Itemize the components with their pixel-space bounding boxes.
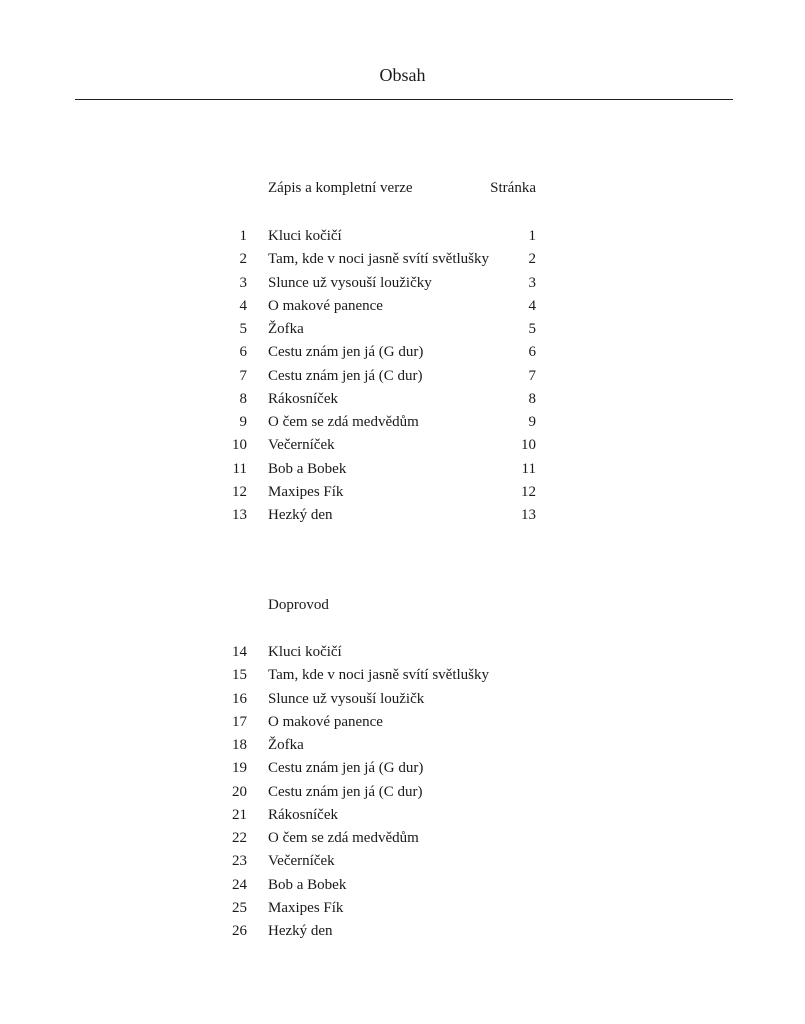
toc-entry	[220, 734, 540, 757]
entry-number: 15	[232, 667, 247, 684]
toc-entry	[220, 850, 540, 873]
entry-number: 21	[232, 806, 247, 823]
toc-entry	[220, 248, 540, 271]
entry-number: 19	[232, 760, 247, 777]
toc-entry	[220, 365, 540, 388]
toc-entry	[220, 757, 540, 780]
page-title: Obsah	[379, 65, 426, 85]
entry-title: Slunce už vysouší loužičk	[268, 690, 425, 707]
entry-title: Tam, kde v noci jasně svítí světlušky	[268, 667, 490, 684]
entry-title: Večerníček	[268, 437, 335, 454]
entry-page-number: 1	[528, 228, 536, 244]
entry-number: 18	[232, 737, 247, 753]
entry-page-number: 3	[528, 274, 536, 291]
entry-number: 4	[239, 297, 247, 314]
section-header-doprovod	[268, 594, 540, 616]
entry-title: O makové panence	[268, 297, 383, 314]
entry-number: 8	[239, 390, 247, 407]
toc-entry	[220, 341, 540, 364]
entry-title: Kluci kočičí	[268, 228, 342, 244]
title-divider	[75, 99, 733, 100]
entry-page-number: 8	[528, 390, 536, 407]
toc-entry	[220, 434, 540, 457]
section-heading-zapis: Zápis a kompletní verze	[268, 180, 413, 196]
page-column-label: Stránka	[490, 180, 536, 196]
entry-title: O makové panence	[268, 713, 383, 730]
entry-title: Slunce už vysouší loužičky	[268, 274, 432, 291]
entry-page-number: 11	[521, 460, 536, 477]
entry-number: 20	[232, 783, 247, 800]
toc-list-zapis	[220, 225, 540, 527]
entry-title: O čem se zdá medvědům	[268, 414, 419, 430]
toc-entry	[220, 318, 540, 341]
entry-page-number: 13	[521, 507, 536, 523]
entry-title: Hezký den	[268, 507, 333, 523]
entry-title: Cestu znám jen já (G dur)	[268, 760, 424, 777]
entry-title: Rákosníček	[268, 390, 338, 407]
entry-page-number: 5	[528, 321, 536, 337]
entry-number: 1	[239, 228, 247, 244]
toc-entry	[220, 897, 540, 920]
entry-page-number: 9	[528, 414, 536, 430]
entry-title: Bob a Bobek	[268, 876, 347, 893]
entry-title: Rákosníček	[268, 806, 338, 823]
entry-title: Cestu znám jen já (C dur)	[268, 367, 423, 384]
entry-page-number: 10	[521, 437, 536, 454]
entry-title: Hezký den	[268, 923, 333, 939]
entry-page-number: 6	[528, 344, 536, 361]
entry-number: 14	[232, 644, 247, 660]
entry-number: 22	[232, 830, 247, 846]
entry-page-number: 7	[528, 367, 536, 384]
entry-title: Cestu znám jen já (G dur)	[268, 344, 424, 361]
entry-title: Bob a Bobek	[268, 460, 347, 477]
toc-entry	[220, 641, 540, 664]
entry-number: 7	[239, 367, 247, 384]
entry-number: 23	[232, 853, 247, 870]
entry-number: 5	[239, 321, 247, 337]
entry-number: 6	[239, 344, 247, 361]
entry-title: Kluci kočičí	[268, 644, 342, 660]
toc-list-doprovod	[220, 641, 540, 943]
entry-title: Žofka	[268, 737, 304, 753]
toc-entry	[220, 920, 540, 943]
toc-entry	[220, 874, 540, 897]
entry-number: 12	[232, 483, 247, 500]
entry-page-number: 2	[528, 251, 536, 268]
toc-entry	[220, 411, 540, 434]
toc-entry	[220, 664, 540, 687]
section-heading-doprovod: Doprovod	[268, 597, 329, 613]
entry-number: 17	[232, 713, 247, 730]
toc-entry	[220, 804, 540, 827]
toc-entry	[220, 688, 540, 711]
entry-number: 10	[232, 437, 247, 454]
entry-number: 25	[232, 899, 247, 916]
entry-number: 9	[239, 414, 247, 430]
toc-entry	[220, 458, 540, 481]
entry-number: 11	[232, 460, 247, 477]
toc-entry	[220, 711, 540, 734]
entry-title: Večerníček	[268, 853, 335, 870]
entry-title: O čem se zdá medvědům	[268, 830, 419, 846]
toc-entry	[220, 504, 540, 527]
toc-entry	[220, 388, 540, 411]
entry-number: 26	[232, 923, 247, 939]
entry-title: Žofka	[268, 321, 304, 337]
toc-entry	[220, 827, 540, 850]
toc-entry	[220, 225, 540, 248]
entry-title: Tam, kde v noci jasně svítí světlušky	[268, 251, 490, 268]
entry-number: 2	[239, 251, 247, 268]
entry-number: 3	[239, 274, 247, 291]
entry-title: Cestu znám jen já (C dur)	[268, 783, 423, 800]
entry-title: Maxipes Fík	[268, 483, 344, 500]
entry-number: 16	[232, 690, 247, 707]
entry-title: Maxipes Fík	[268, 899, 344, 916]
entry-number: 13	[232, 507, 247, 523]
toc-entry	[220, 781, 540, 804]
toc-entry	[220, 272, 540, 295]
toc-entry	[220, 481, 540, 504]
entry-page-number: 4	[528, 297, 536, 314]
entry-number: 24	[232, 876, 247, 893]
entry-page-number: 12	[521, 483, 536, 500]
section-header-zapis	[268, 177, 540, 199]
toc-entry	[220, 295, 540, 318]
